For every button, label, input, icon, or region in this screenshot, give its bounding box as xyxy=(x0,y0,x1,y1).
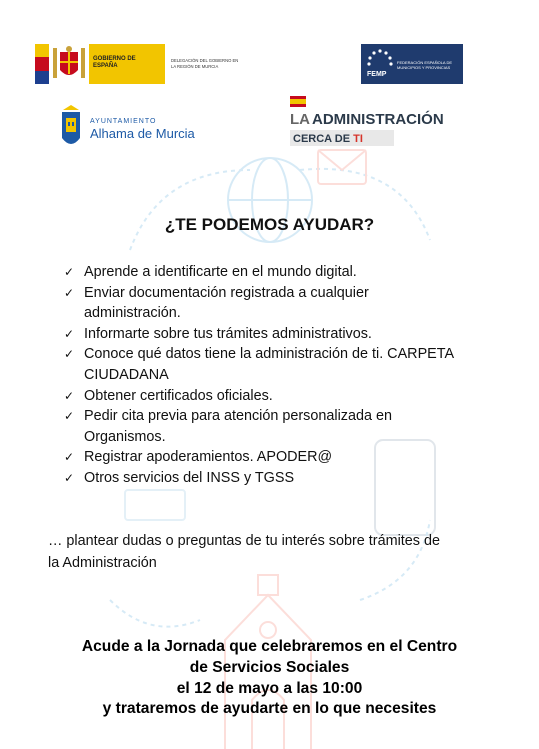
check-icon: ✓ xyxy=(64,265,75,279)
admin-la: LA xyxy=(290,111,310,128)
list-item: ✓ Obtener certificados oficiales. xyxy=(64,386,504,407)
admin-title: ADMINISTRACIÓN xyxy=(312,111,444,128)
femp-logo xyxy=(361,44,463,84)
services-list xyxy=(64,262,504,489)
event-announcement xyxy=(0,637,539,720)
list-item: ✓ Informarte sobre tus trámites administrativos. xyxy=(64,324,504,345)
list-item: ✓ Pedir cita previa para atención personalizada en Organismos. xyxy=(64,408,392,445)
gobierno-espana-logo xyxy=(35,44,239,84)
check-icon: ✓ xyxy=(64,326,75,341)
list-item: ✓ Enviar documentación registrada a cualquier administración. xyxy=(64,284,369,322)
page-title: ¿TE PODEMOS AYUDAR? xyxy=(164,215,375,234)
femp-description: FEDERACIÓN ESPAÑOLA DE MUNICIPIOS Y PROVINCIAS xyxy=(397,60,453,70)
admin-cerca: CERCA DE xyxy=(293,133,351,145)
keyboard-icon xyxy=(125,490,185,520)
delegacion-text: DELEGACIÓN DEL GOBIERNO EN LA REGIÓN DE MURCIA xyxy=(171,58,239,69)
ayuntamiento-logo xyxy=(60,104,200,150)
event-line: de Servicios Sociales xyxy=(189,658,350,676)
note-line: … plantear dudas o preguntas de tu interés sobre trámites de xyxy=(48,533,440,549)
event-line: Acude a la Jornada que celebraremos en el Centro xyxy=(81,638,458,655)
questions-note xyxy=(48,531,498,574)
check-icon: ✓ xyxy=(64,347,75,362)
femp-name: FEMP xyxy=(367,71,387,78)
check-icon: ✓ xyxy=(64,388,75,403)
coat-of-arms-icon xyxy=(51,44,87,84)
spain-flag-icon xyxy=(35,44,49,84)
list-item: ✓ Registrar apoderamientos. APODER@ xyxy=(64,447,504,468)
list-item: ✓ Conoce qué datos tiene la administración de ti. CARPETA CIUDADANA xyxy=(64,346,455,383)
check-icon: ✓ xyxy=(64,450,75,465)
list-item: ✓ Aprende a identificarte en el mundo digital. xyxy=(64,262,504,283)
event-line: y trataremos de ayudarte en lo que necesites xyxy=(102,700,437,718)
spain-flag-icon xyxy=(290,96,306,107)
list-item: ✓ Otros servicios del INSS y TGSS xyxy=(64,468,504,489)
admin-subtitle xyxy=(293,133,363,145)
check-icon: ✓ xyxy=(64,285,75,300)
gobierno-name: GOBIERNO DE ESPAÑA xyxy=(93,56,136,69)
note-line: la Administración xyxy=(48,554,157,571)
alhama-shield-icon xyxy=(60,104,82,150)
municipio-name: Alhama de Murcia xyxy=(90,126,195,141)
ayuntamiento-label: AYUNTAMIENTO xyxy=(90,118,157,125)
check-icon: ✓ xyxy=(64,409,75,424)
administracion-cerca-logo xyxy=(290,96,460,152)
admin-ti: TI xyxy=(353,133,363,145)
check-icon: ✓ xyxy=(64,470,75,485)
event-date: el 12 de mayo a las 10:00 xyxy=(176,679,363,697)
